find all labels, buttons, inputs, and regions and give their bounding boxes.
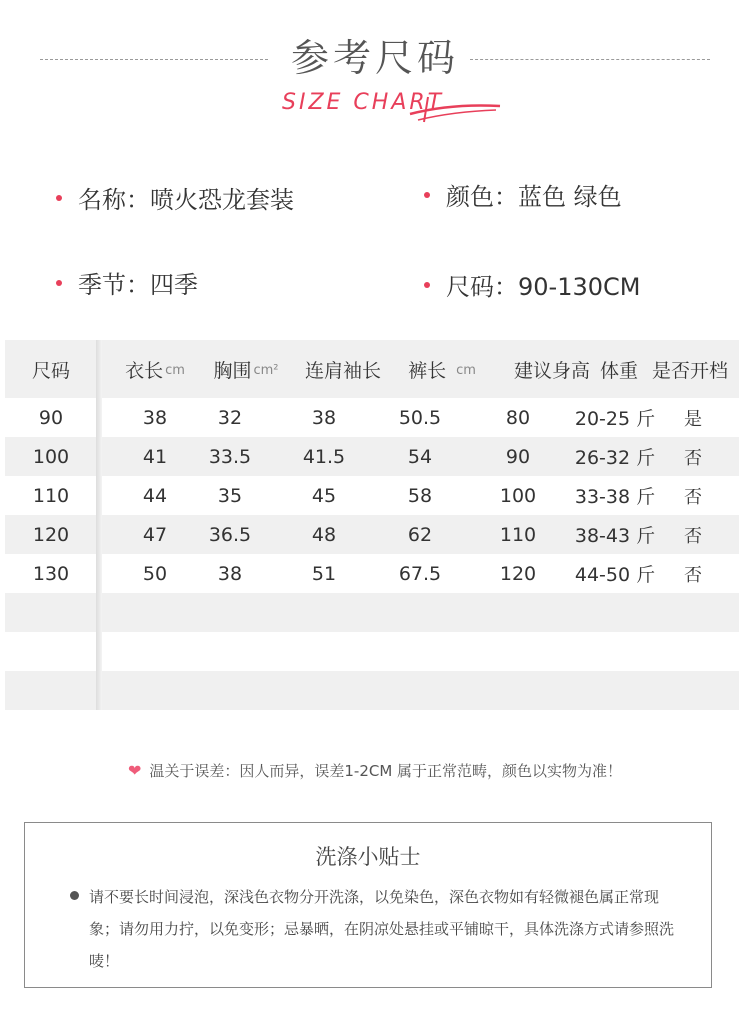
cell-length: 38 (142, 406, 168, 429)
header-chest-unit: cm² (253, 362, 279, 378)
cell-weight: 33-38 斤 (574, 486, 656, 508)
header-chest-label: 胸围 (213, 359, 252, 382)
info-size-value: 90-130CM (518, 273, 641, 301)
cell-pants: 62 (407, 523, 433, 546)
info-name (56, 185, 294, 215)
cell-height: 110 (499, 523, 537, 546)
cell-chest: 32 (217, 406, 243, 429)
table-row-empty (5, 632, 739, 671)
header-pants-unit: cm (456, 362, 476, 378)
info-color-label: 颜色： (446, 183, 518, 211)
info-size (424, 272, 640, 302)
table-row (5, 554, 739, 593)
bullet-dot-icon (424, 282, 430, 288)
cell-size: 120 (32, 523, 70, 546)
header-length-label: 衣长 (125, 359, 164, 382)
cell-chest: 36.5 (208, 523, 252, 546)
cell-length: 41 (142, 445, 168, 468)
table-row (5, 398, 739, 437)
cell-crotch: 否 (684, 447, 702, 469)
error-note-text: 温关于误差：因人而异，误差1-2CM 属于正常范畴，颜色以实物为准！ (149, 762, 623, 780)
table-row (5, 476, 739, 515)
table-row (5, 437, 739, 476)
info-season-label: 季节： (78, 271, 150, 299)
info-color (424, 182, 622, 212)
page-title: 参考尺码 (290, 36, 459, 80)
cell-crotch: 否 (684, 564, 702, 586)
cell-sleeve: 38 (311, 406, 337, 429)
info-name-value: 喷火恐龙套装 (150, 186, 294, 214)
table-row (5, 515, 739, 554)
header-crotch: 是否开档 (651, 359, 728, 382)
info-season-value: 四季 (150, 271, 198, 299)
size-table (5, 340, 739, 710)
washing-tips-title: 洗涤小贴士 (315, 845, 421, 869)
header-height: 建议身高 (513, 359, 590, 382)
cell-height: 100 (499, 484, 537, 507)
cell-crotch: 是 (684, 408, 702, 430)
header-pants-label: 裤长 (408, 359, 447, 382)
cell-pants: 50.5 (398, 406, 442, 429)
cell-pants: 67.5 (398, 562, 442, 585)
washing-tips-box (24, 822, 712, 988)
info-color-value: 蓝色 绿色 (518, 183, 622, 211)
cell-chest: 38 (217, 562, 243, 585)
header-weight: 体重 (599, 359, 638, 382)
cell-sleeve: 51 (311, 562, 337, 585)
info-season (56, 270, 198, 300)
cell-crotch: 否 (684, 486, 702, 508)
info-name-label: 名称： (78, 186, 150, 214)
cell-sleeve: 41.5 (302, 445, 346, 468)
cell-length: 47 (142, 523, 168, 546)
cell-length: 50 (142, 562, 168, 585)
table-column-divider (96, 340, 102, 710)
error-note (0, 760, 750, 781)
cell-pants: 54 (407, 445, 433, 468)
table-row-empty (5, 593, 739, 632)
cell-chest: 35 (217, 484, 243, 507)
bullet-dot-icon (70, 891, 79, 900)
bullet-dot-icon (56, 280, 62, 286)
scribble-underline-decoration (408, 94, 503, 124)
cell-weight: 20-25 斤 (574, 408, 656, 430)
cell-size: 90 (38, 406, 64, 429)
cell-crotch: 否 (684, 525, 702, 547)
washing-tips-text: 请不要长时间浸泡，深浅色衣物分开洗涤，以免染色，深色衣物如有轻微褪色属正常现象；请勿用力拧，以免变形；忌暴晒，在阴凉处悬挂或平铺晾干，具体洗涤方式请参照洗唛！ (89, 888, 675, 970)
page-subtitle: SIZE CHART (282, 90, 445, 115)
cell-pants: 58 (407, 484, 433, 507)
cell-sleeve: 45 (311, 484, 337, 507)
cell-height: 80 (505, 406, 531, 429)
header-length-unit: cm (165, 362, 185, 378)
cell-weight: 44-50 斤 (574, 564, 656, 586)
cell-weight: 38-43 斤 (574, 525, 656, 547)
bullet-dot-icon (56, 195, 62, 201)
header-chest (201, 340, 291, 398)
header-size: 尺码 (31, 359, 70, 382)
cell-size: 100 (32, 445, 70, 468)
bullet-dot-icon (424, 192, 430, 198)
cell-height: 120 (499, 562, 537, 585)
cell-weight: 26-32 斤 (574, 447, 656, 469)
table-row-empty (5, 671, 739, 710)
header-pants (397, 340, 487, 398)
cell-sleeve: 48 (311, 523, 337, 546)
info-size-label: 尺码： (446, 273, 518, 301)
cell-length: 44 (142, 484, 168, 507)
cell-chest: 33.5 (208, 445, 252, 468)
cell-size: 110 (32, 484, 70, 507)
cell-height: 90 (505, 445, 531, 468)
cell-size: 130 (32, 562, 70, 585)
header-sleeve: 连肩袖长 (304, 359, 381, 382)
heart-icon: ❤ (127, 761, 142, 780)
table-header-row (5, 340, 739, 398)
header-length (113, 340, 197, 398)
